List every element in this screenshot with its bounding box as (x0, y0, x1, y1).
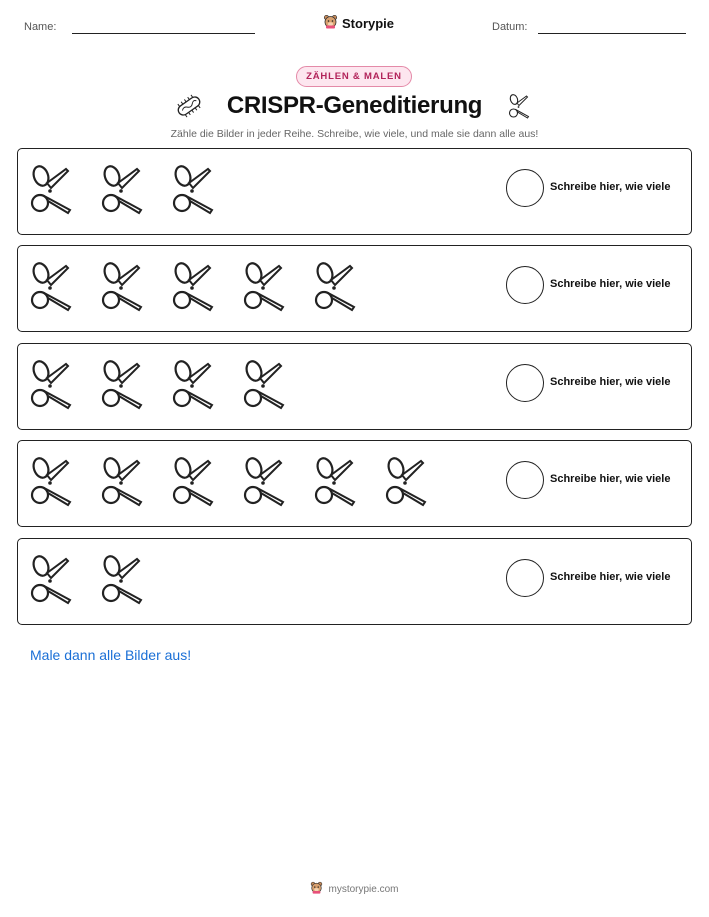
scissors-icon (28, 551, 74, 607)
scissors-icon (28, 161, 74, 217)
header-brand (323, 14, 394, 32)
storypie-bear-icon (310, 881, 323, 897)
scissors-icon (506, 92, 532, 120)
scissors-icon (99, 551, 145, 607)
answer-circle[interactable] (506, 364, 544, 402)
scissors-icon (170, 453, 216, 509)
scissors-icon (312, 453, 358, 509)
scissors-icon (383, 453, 429, 509)
brand-name: Storypie (342, 15, 395, 31)
storypie-bear-icon (323, 14, 338, 32)
answer-circle[interactable] (506, 266, 544, 304)
scissors-icon (241, 258, 287, 314)
scissors-icon (99, 258, 145, 314)
answer-label: Schreibe hier, wie viele (550, 376, 671, 388)
answer-circle[interactable] (506, 461, 544, 499)
scissors-icon (170, 258, 216, 314)
scissors-icon (99, 356, 145, 412)
scissors-icon (28, 258, 74, 314)
scissors-icon (28, 356, 74, 412)
scissors-icon (99, 161, 145, 217)
counting-row (17, 538, 692, 625)
answer-circle[interactable] (506, 169, 544, 207)
coloring-instruction: Male dann alle Bilder aus! (30, 647, 192, 663)
scissors-icon (312, 258, 358, 314)
page-title: CRISPR-Geneditierung (226, 92, 483, 119)
answer-circle[interactable] (506, 559, 544, 597)
date-line (538, 33, 686, 34)
scissors-icon (170, 356, 216, 412)
counting-row (17, 440, 692, 527)
scissors-icon (99, 453, 145, 509)
scissors-icon (241, 356, 287, 412)
counting-row (17, 343, 692, 430)
scissors-icon (241, 453, 287, 509)
footer-brand (0, 881, 709, 897)
counting-row (17, 148, 692, 235)
footer-url: mystorypie.com (328, 883, 399, 895)
scissors-icon (170, 161, 216, 217)
name-label: Name: (24, 21, 57, 33)
scissors-icon (28, 453, 74, 509)
activity-badge: ZÄHLEN & MALEN (296, 66, 412, 87)
answer-label: Schreibe hier, wie viele (550, 473, 671, 485)
name-line (72, 33, 255, 34)
date-label: Datum: (492, 21, 528, 33)
answer-label: Schreibe hier, wie viele (550, 571, 671, 583)
instructions: Zähle die Bilder in jeder Reihe. Schreibe, wie viele, und male sie dann alle aus! (170, 128, 539, 140)
counting-row (17, 245, 692, 332)
answer-label: Schreibe hier, wie viele (550, 278, 671, 290)
answer-label: Schreibe hier, wie viele (550, 181, 671, 193)
